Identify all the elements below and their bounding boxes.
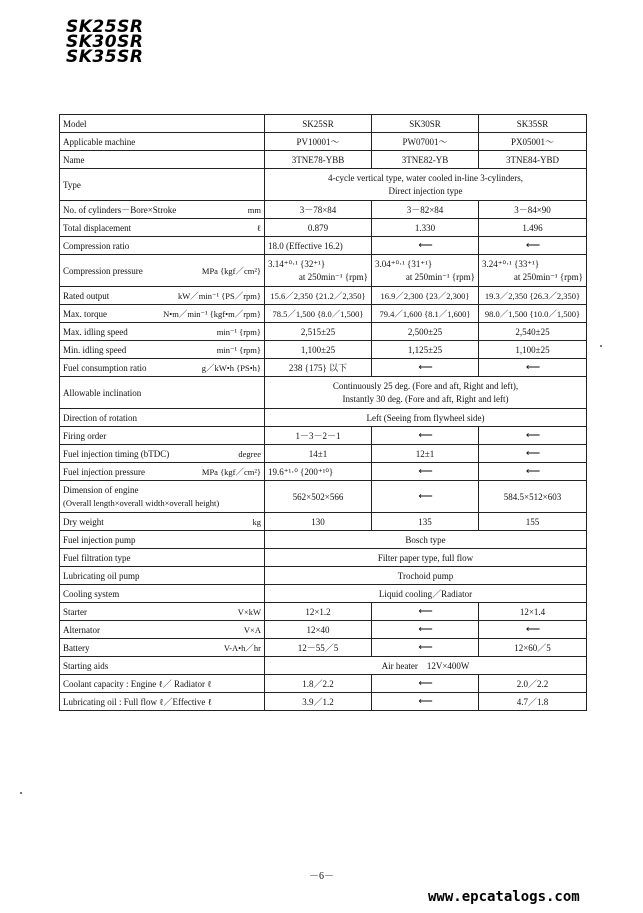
cell-all-models: Liquid cooling／Radiator (265, 585, 587, 603)
cell-sk30: 3.04⁺⁰·¹ {31⁺¹} at 250min⁻¹ {rpm} (372, 255, 479, 287)
table-row-compression-pressure (60, 255, 587, 287)
row-label: Dry weight (63, 516, 104, 527)
row-unit: V×kW (237, 606, 261, 617)
cell-sk30: 16.9／2,300 {23／2,300} (372, 287, 479, 305)
cell-all-models: Bosch type (265, 531, 587, 549)
table-row-lube-oil (60, 693, 587, 711)
row-label: Lubricating oil pump (60, 567, 265, 585)
row-unit: ℓ (256, 222, 261, 233)
row-label: Fuel filtration type (60, 549, 265, 567)
cell-sk30: 1.330 (372, 219, 479, 237)
table-row-cooling (60, 585, 587, 603)
cell-sk30: PW07001～ (372, 133, 479, 151)
same-as-left-arrow-icon: ⟵ (418, 362, 432, 373)
page-number: －6－ (309, 871, 334, 882)
same-as-left-arrow-icon: ⟵ (418, 491, 432, 502)
cell-sk25: 562×502×566 (265, 481, 372, 513)
table-row-applicable (60, 133, 587, 151)
scan-speck (20, 792, 22, 794)
scan-speck (600, 345, 602, 347)
row-label: Coolant capacity : Engine ℓ／ Radiator ℓ (60, 675, 265, 693)
same-as-left-arrow-icon: ⟵ (418, 696, 432, 707)
type-line-2: Direct injection type (388, 185, 463, 196)
model-heading-sk30: SK30SR (66, 32, 144, 52)
same-as-left-arrow-icon: ⟵ (418, 678, 432, 689)
cell-sk25: 3TNE78-YBB (265, 151, 372, 169)
same-as-left-arrow-icon: ⟵ (525, 448, 540, 459)
table-row-oil-pump (60, 567, 587, 585)
cell-sk25: 3.9／1.2 (265, 693, 372, 711)
table-row-firing-order (60, 427, 587, 445)
cell-sk25: PV10001～ (265, 133, 372, 151)
row-unit: N•m／min⁻¹ {kgf•m／rpm} (163, 308, 261, 319)
col-header-sk35: SK35SR (479, 115, 587, 133)
same-as-left-arrow-icon: ⟵ (418, 240, 432, 251)
table-row-filtration (60, 549, 587, 567)
cell-sk30: 3－82×84 (372, 201, 479, 219)
row-label: Cooling system (60, 585, 265, 603)
table-row-injection-pump (60, 531, 587, 549)
cell-sk35: 1,100±25 (479, 341, 587, 359)
cell-sk30: 1,125±25 (372, 341, 479, 359)
row-label: Max. idling speed (63, 326, 128, 337)
cell-sk35: 2,540±25 (479, 323, 587, 341)
table-row-model (60, 115, 587, 133)
table-row-max-idling (60, 323, 587, 341)
same-as-left-arrow-icon: ⟵ (418, 430, 432, 441)
table-row-starting-aids (60, 657, 587, 675)
table-row-dry-weight (60, 513, 587, 531)
table-row-displacement (60, 219, 587, 237)
same-as-left-arrow-icon: ⟵ (418, 624, 432, 635)
cell-sk25: 2,515±25 (265, 323, 372, 341)
cell-sk35: 155 (479, 513, 587, 531)
cell-all-models: Trochoid pump (265, 567, 587, 585)
cell-sk35: 12×60／5 (479, 639, 587, 657)
table-row-inclination (60, 377, 587, 409)
row-label: Fuel injection timing (bTDC) (63, 448, 170, 459)
cell-all-models (265, 169, 587, 201)
cell-sk25: 3.14⁺⁰·¹ {32⁺¹} at 250min⁻¹ {rpm} (265, 255, 372, 287)
table-row-dimension (60, 481, 587, 513)
cell-sk25: 12×40 (265, 621, 372, 639)
cell-sk25: 78.5／1,500 {8.0／1,500} (265, 305, 372, 323)
watermark-url: www.epcatalogs.com (428, 889, 580, 905)
row-unit: kW／min⁻¹ {PS／rpm} (178, 290, 261, 301)
cell-sk25: 0.879 (265, 219, 372, 237)
table-row-rotation (60, 409, 587, 427)
same-as-left-arrow-icon: ⟵ (418, 606, 432, 617)
cell-sk35: PX05001～ (479, 133, 587, 151)
row-label: Fuel injection pump (60, 531, 265, 549)
row-unit: mm (247, 204, 261, 215)
same-as-left-arrow-icon: ⟵ (525, 362, 540, 373)
table-row-compression-ratio (60, 237, 587, 255)
cell-sk35: 2.0／2.2 (479, 675, 587, 693)
cell-sk30: 2,500±25 (372, 323, 479, 341)
cell-sk25: 130 (265, 513, 372, 531)
row-label: Model (60, 115, 265, 133)
table-row-battery (60, 639, 587, 657)
cell-all-models: Filter paper type, full flow (265, 549, 587, 567)
table-row-min-idling (60, 341, 587, 359)
table-row-starter (60, 603, 587, 621)
model-heading-sk35: SK35SR (66, 47, 144, 67)
table-row-alternator (60, 621, 587, 639)
row-label: Starting aids (60, 657, 265, 675)
row-unit: g／kW•h {PS•h} (201, 362, 261, 373)
cell-sk35: 4.7／1.8 (479, 693, 587, 711)
row-unit: min⁻¹ {rpm} (216, 344, 261, 355)
row-unit: V×A (243, 624, 261, 635)
row-label: Type (60, 169, 265, 201)
table-row-coolant (60, 675, 587, 693)
cell-all-models: Continuously 25 deg. (Fore and aft, Right and left), Instantly 30 deg. (Fore and aft, Right and left) (265, 377, 587, 409)
table-row-max-torque (60, 305, 587, 323)
row-label: Name (60, 151, 265, 169)
row-unit: MPa {kgf／cm²} (201, 265, 261, 276)
cell-sk35: 19.3／2,350 {26.3／2,350} (479, 287, 587, 305)
cell-sk25: 19.6⁺¹·⁰ {200⁺¹⁰} (265, 463, 372, 481)
row-unit: degree (238, 448, 261, 459)
cell-all-models: Air heater 12V×400W (265, 657, 587, 675)
col-header-sk25: SK25SR (265, 115, 372, 133)
same-as-left-arrow-icon: ⟵ (418, 642, 432, 653)
cell-sk35: 3.24⁺⁰·¹ {33⁺¹} at 250min⁻¹ {rpm} (479, 255, 587, 287)
cell-sk30: 12±1 (372, 445, 479, 463)
same-as-left-arrow-icon: ⟵ (525, 466, 540, 477)
col-header-sk30: SK30SR (372, 115, 479, 133)
row-label: Firing order (60, 427, 265, 445)
row-label: Starter (63, 606, 87, 617)
table-row-fuel-consumption (60, 359, 587, 377)
row-unit: V-A•h／hr (223, 642, 261, 653)
table-row-type (60, 169, 587, 201)
row-unit: kg (252, 516, 261, 527)
model-heading-sk25: SK25SR (66, 17, 144, 37)
same-as-left-arrow-icon: ⟵ (525, 240, 540, 251)
cell-sk25: 18.0 (Effective 16.2) (265, 237, 372, 255)
same-as-left-arrow-icon: ⟵ (418, 466, 432, 477)
cell-sk35: 3TNE84-YBD (479, 151, 587, 169)
engine-spec-table (59, 114, 587, 711)
row-label: No. of cylinders－Bore×Stroke (63, 204, 177, 215)
row-label: Dimension of engine (63, 484, 139, 495)
cell-sk25: 1,100±25 (265, 341, 372, 359)
table-row-name (60, 151, 587, 169)
cell-sk35: 3－84×90 (479, 201, 587, 219)
table-row-cylinders (60, 201, 587, 219)
cell-sk30: 135 (372, 513, 479, 531)
row-unit: min⁻¹ {rpm} (216, 326, 261, 337)
cell-sk35: 98.0／1,500 {10.0／1,500} (479, 305, 587, 323)
cell-sk35: 1.496 (479, 219, 587, 237)
row-label: Compression pressure (63, 265, 143, 276)
table-row-injection-timing (60, 445, 587, 463)
row-label: Fuel injection pressure (63, 466, 145, 477)
row-label: Fuel consumption ratio (63, 362, 147, 373)
cell-all-models: Left (Seeing from flywheel side) (265, 409, 587, 427)
row-label: Applicable machine (60, 133, 265, 151)
row-label-detail: (Overall length×overall width×overall height) (63, 497, 220, 508)
row-label: Battery (63, 642, 90, 653)
table-row-rated-output (60, 287, 587, 305)
same-as-left-arrow-icon: ⟵ (525, 430, 540, 441)
row-label: Direction of rotation (60, 409, 265, 427)
row-label: Allowable inclination (60, 377, 265, 409)
cell-sk30: 79.4／1,600 {8.1／1,600} (372, 305, 479, 323)
row-label: Rated output (63, 290, 110, 301)
row-unit: MPa {kgf／cm²} (201, 466, 261, 477)
cell-sk25: 1.8／2.2 (265, 675, 372, 693)
row-label: Compression ratio (60, 237, 265, 255)
cell-sk30: 3TNE82-YB (372, 151, 479, 169)
cell-sk25: 12－55／5 (265, 639, 372, 657)
row-label: Lubricating oil : Full flow ℓ／Effective ℓ (60, 693, 265, 711)
table-row-injection-pressure (60, 463, 587, 481)
cell-sk35: 584.5×512×603 (479, 481, 587, 513)
cell-sk25: 12×1.2 (265, 603, 372, 621)
model-heading (66, 17, 144, 67)
same-as-left-arrow-icon: ⟵ (525, 624, 540, 635)
row-label: Min. idling speed (63, 344, 127, 355)
type-line-1: 4-cycle vertical type, water cooled in-line 3-cylinders, (328, 172, 523, 183)
cell-sk25: 15.6／2,350 {21.2／2,350} (265, 287, 372, 305)
cell-sk25: 1－3－2－1 (265, 427, 372, 445)
cell-sk35: 12×1.4 (479, 603, 587, 621)
cell-sk25: 238 {175} 以下 (265, 359, 372, 377)
row-label: Total displacement (63, 222, 132, 233)
row-label: Max. torque (63, 308, 107, 319)
row-label: Alternator (63, 624, 100, 635)
cell-sk25: 14±1 (265, 445, 372, 463)
cell-sk25: 3－78×84 (265, 201, 372, 219)
